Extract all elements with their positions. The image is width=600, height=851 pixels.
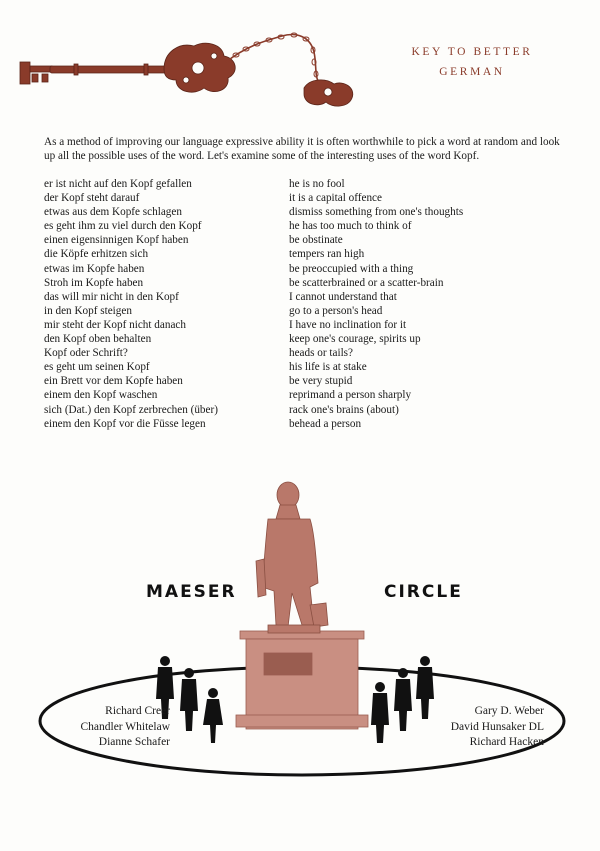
- phrase-german: den Kopf oben behalten: [44, 333, 152, 346]
- names-right: [396, 704, 544, 751]
- phrase-german: es geht ihm zu viel durch den Kopf: [44, 220, 202, 233]
- heading-line-1: KEY TO BETTER: [411, 46, 533, 58]
- phrase-row: [44, 205, 569, 219]
- phrase-row: [44, 191, 569, 205]
- statue: [256, 482, 328, 633]
- phrase-row: [44, 247, 569, 261]
- phrase-german: der Kopf steht darauf: [44, 192, 140, 205]
- phrase-row: [44, 403, 569, 417]
- phrase-english: be scatterbrained or a scatter-brain: [289, 276, 444, 289]
- phrase-german: einem den Kopf waschen: [44, 389, 158, 402]
- phrase-row: [44, 360, 569, 374]
- phrase-row: [44, 318, 569, 332]
- member-name: Richard Hacken: [469, 736, 544, 749]
- phrase-english: be obstinate: [289, 234, 343, 247]
- phrase-row: [44, 177, 569, 191]
- phrase-german: ein Brett vor dem Kopfe haben: [44, 375, 183, 388]
- phrase-row: [44, 388, 569, 402]
- phrase-german: in den Kopf steigen: [44, 304, 132, 317]
- phrase-row: [44, 219, 569, 233]
- phrase-row: [44, 276, 569, 290]
- phrase-german: sich (Dat.) den Kopf zerbrechen (über): [44, 403, 218, 416]
- phrase-row: [44, 332, 569, 346]
- phrase-german: Kopf oder Schrift?: [44, 347, 128, 360]
- intro-paragraph: [44, 135, 564, 164]
- phrase-list: [44, 177, 569, 431]
- phrase-row: [44, 290, 569, 304]
- phrase-row: [44, 417, 569, 431]
- phrase-row: [44, 262, 569, 276]
- phrase-german: es geht um seinen Kopf: [44, 361, 150, 374]
- phrase-german: er ist nicht auf den Kopf gefallen: [44, 178, 192, 190]
- phrase-english: he is no fool: [289, 178, 345, 190]
- phrase-english: tempers ran high: [289, 248, 365, 261]
- names-left: [52, 704, 170, 751]
- member-name: David Hunsaker DL: [450, 720, 544, 733]
- phrase-english: be very stupid: [289, 375, 353, 388]
- phrase-english: he has too much to think of: [289, 220, 412, 233]
- phrase-german: etwas aus dem Kopfe schlagen: [44, 206, 182, 219]
- phrase-german: Stroh im Kopfe haben: [44, 276, 144, 289]
- phrase-english: go to a person's head: [289, 304, 383, 317]
- key-illustration: [14, 22, 359, 112]
- phrase-english: I cannot understand that: [289, 290, 397, 303]
- phrase-german: etwas im Kopfe haben: [44, 262, 145, 275]
- heading-line-2: GERMAN: [439, 66, 505, 78]
- circle-label: CIRCLE: [384, 582, 463, 602]
- maeser-label: MAESER: [146, 582, 237, 602]
- phrase-english: it is a capital offence: [289, 192, 382, 205]
- page-heading: [382, 42, 562, 82]
- phrase-row: [44, 374, 569, 388]
- phrase-english: dismiss something from one's thoughts: [289, 206, 464, 219]
- pedestal: [236, 631, 368, 729]
- phrase-row: [44, 346, 569, 360]
- member-name: Gary D. Weber: [474, 705, 544, 717]
- phrase-german: das will mir nicht in den Kopf: [44, 290, 179, 303]
- member-name: Dianne Schafer: [98, 736, 170, 749]
- phrase-row: [44, 233, 569, 247]
- member-name: Chandler Whitelaw: [80, 720, 170, 733]
- phrase-english: heads or tails?: [289, 347, 353, 360]
- phrase-english: behead a person: [289, 417, 362, 430]
- phrase-english: his life is at stake: [289, 361, 367, 374]
- phrase-english: keep one's courage, spirits up: [289, 333, 421, 346]
- phrase-german: einem den Kopf vor die Füsse legen: [44, 417, 206, 430]
- phrase-english: rack one's brains (about): [289, 403, 399, 416]
- phrase-english: be preoccupied with a thing: [289, 262, 414, 275]
- phrase-german: die Köpfe erhitzen sich: [44, 248, 149, 261]
- phrase-english: reprimand a person sharply: [289, 389, 412, 402]
- intro-text: As a method of improving our language expressive ability it is often worthwhile to pick a word at random and look up all the possible uses of the word. Let's examine some of the interesting uses of the word Kopf.: [44, 136, 560, 163]
- phrase-row: [44, 304, 569, 318]
- phrase-german: mir steht der Kopf nicht danach: [44, 318, 186, 331]
- phrase-german: einen eigensinnigen Kopf haben: [44, 234, 189, 247]
- phrase-english: I have no inclination for it: [289, 318, 407, 331]
- member-name: Richard Creer: [105, 705, 170, 717]
